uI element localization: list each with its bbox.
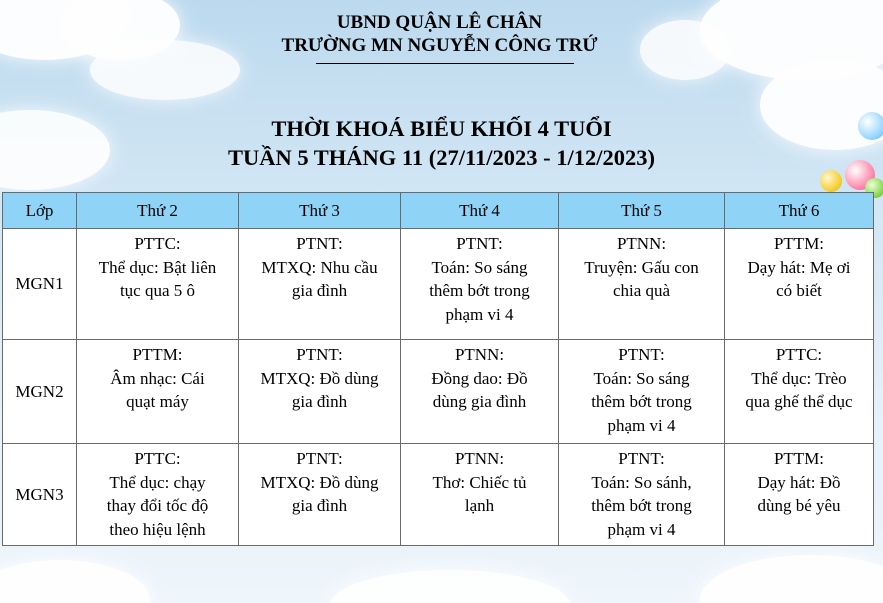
- activity-area-label: PTNT:: [456, 234, 503, 253]
- activity-text-line: dùng gia đình: [432, 392, 527, 411]
- activity-area-label: PTNT:: [296, 345, 343, 364]
- header-divider: [316, 63, 574, 64]
- activity-area-label: PTTC:: [775, 345, 823, 364]
- table-row: [3, 340, 874, 444]
- activity-area-label: PTTM:: [132, 345, 183, 364]
- activity-text-line: Toán: So sánh,: [591, 472, 692, 492]
- class-name-cell: MGN3: [3, 444, 77, 546]
- activity-text-line: quạt máy: [126, 392, 189, 411]
- activity-cell-thursday: [559, 444, 725, 546]
- activity-text-line: Thể dục: Bật liên: [98, 257, 217, 277]
- activity-cell-thursday: [559, 340, 725, 444]
- column-header-wednesday: Thứ 4: [401, 193, 559, 229]
- activity-text-line: phạm vi 4: [607, 415, 676, 435]
- activity-area-label: PTNT:: [618, 345, 665, 364]
- activity-cell-monday: [77, 340, 239, 444]
- cloud-decoration: [700, 555, 883, 603]
- activity-text-line: Đồng dao: Đồ: [431, 368, 528, 388]
- column-header-monday: Thứ 2: [77, 193, 239, 229]
- school-name: TRƯỜNG MN NGUYỄN CÔNG TRỨ: [281, 35, 598, 56]
- cloud-decoration: [0, 560, 150, 603]
- activity-cell-wednesday: [401, 340, 559, 444]
- activity-text-line: chia quà: [612, 281, 671, 300]
- activity-text-line: Truyện: Gấu con: [584, 257, 699, 277]
- activity-text-line: có biết: [776, 281, 822, 300]
- table-row: [3, 444, 874, 546]
- activity-text-line: Toán: So sáng: [431, 257, 528, 277]
- column-header-class: Lớp: [3, 193, 77, 229]
- activity-text-line: gia đình: [291, 392, 348, 411]
- activity-cell-wednesday: [401, 444, 559, 546]
- activity-cell-friday: [725, 229, 874, 340]
- class-name-cell: MGN1: [3, 229, 77, 340]
- activity-text-line: Dạy hát: Mẹ ơi: [747, 257, 851, 277]
- page-title: THỜI KHOÁ BIỂU KHỐI 4 TUỔI: [271, 116, 612, 141]
- activity-text-line: thêm bớt trong: [591, 496, 692, 515]
- activity-cell-tuesday: [239, 444, 401, 546]
- activity-text-line: gia đình: [291, 496, 348, 515]
- activity-text-line: Dạy hát: Đồ: [757, 472, 841, 492]
- activity-text-line: gia đình: [291, 281, 348, 300]
- activity-area-label: PTTM:: [773, 234, 825, 253]
- activity-cell-thursday: [559, 229, 725, 340]
- activity-text-line: phạm vi 4: [445, 304, 514, 324]
- activity-cell-monday: [77, 444, 239, 546]
- activity-text-line: lạnh: [464, 496, 495, 515]
- activity-area-label: PTTC:: [134, 449, 181, 468]
- timetable: [2, 192, 874, 546]
- activity-area-label: PTNT:: [296, 234, 343, 253]
- timetable-header-row: [3, 193, 874, 229]
- activity-text-line: Thể dục: Trèo: [751, 368, 847, 388]
- activity-cell-wednesday: [401, 229, 559, 340]
- activity-text-line: dùng bé yêu: [757, 496, 841, 515]
- page-subtitle: TUẦN 5 THÁNG 11 (27/11/2023 - 1/12/2023): [227, 145, 656, 170]
- activity-area-label: PTNN:: [454, 345, 505, 364]
- activity-cell-friday: [725, 340, 874, 444]
- activity-text-line: Âm nhạc: Cái: [110, 368, 205, 388]
- activity-text-line: MTXQ: Đồ dùng: [260, 472, 379, 492]
- activity-area-label: PTTC:: [134, 234, 181, 253]
- organization-name: UBND QUẬN LÊ CHÂN: [336, 12, 543, 33]
- activity-text-line: MTXQ: Đồ dùng: [260, 368, 379, 388]
- activity-text-line: theo hiệu lệnh: [109, 519, 206, 539]
- activity-text-line: thay đổi tốc độ: [106, 496, 209, 515]
- activity-text-line: phạm vi 4: [607, 519, 676, 539]
- activity-cell-tuesday: [239, 229, 401, 340]
- activity-text-line: tục qua 5 ô: [119, 281, 196, 300]
- activity-text-line: MTXQ: Nhu cầu: [261, 257, 378, 277]
- activity-text-line: Thể dục: chạy: [109, 472, 206, 492]
- cloud-decoration: [330, 570, 570, 603]
- class-name-cell: MGN2: [3, 340, 77, 444]
- activity-cell-tuesday: [239, 340, 401, 444]
- bubble-decoration: [820, 170, 842, 192]
- activity-text-line: Thơ: Chiếc tủ: [432, 472, 527, 492]
- activity-cell-friday: [725, 444, 874, 546]
- column-header-friday: Thứ 6: [725, 193, 874, 229]
- activity-area-label: PTNT:: [296, 449, 343, 468]
- activity-text-line: thêm bớt trong: [591, 392, 692, 411]
- activity-text-line: Toán: So sáng: [593, 368, 690, 388]
- activity-text-line: qua ghế thể dục: [745, 392, 853, 411]
- column-header-thursday: Thứ 5: [559, 193, 725, 229]
- activity-area-label: PTNN:: [454, 449, 505, 468]
- table-row: [3, 229, 874, 340]
- activity-area-label: PTTM:: [773, 449, 825, 468]
- column-header-tuesday: Thứ 3: [239, 193, 401, 229]
- activity-cell-monday: [77, 229, 239, 340]
- activity-area-label: PTNN:: [616, 234, 667, 253]
- activity-area-label: PTNT:: [618, 449, 665, 468]
- activity-text-line: thêm bớt trong: [429, 281, 530, 300]
